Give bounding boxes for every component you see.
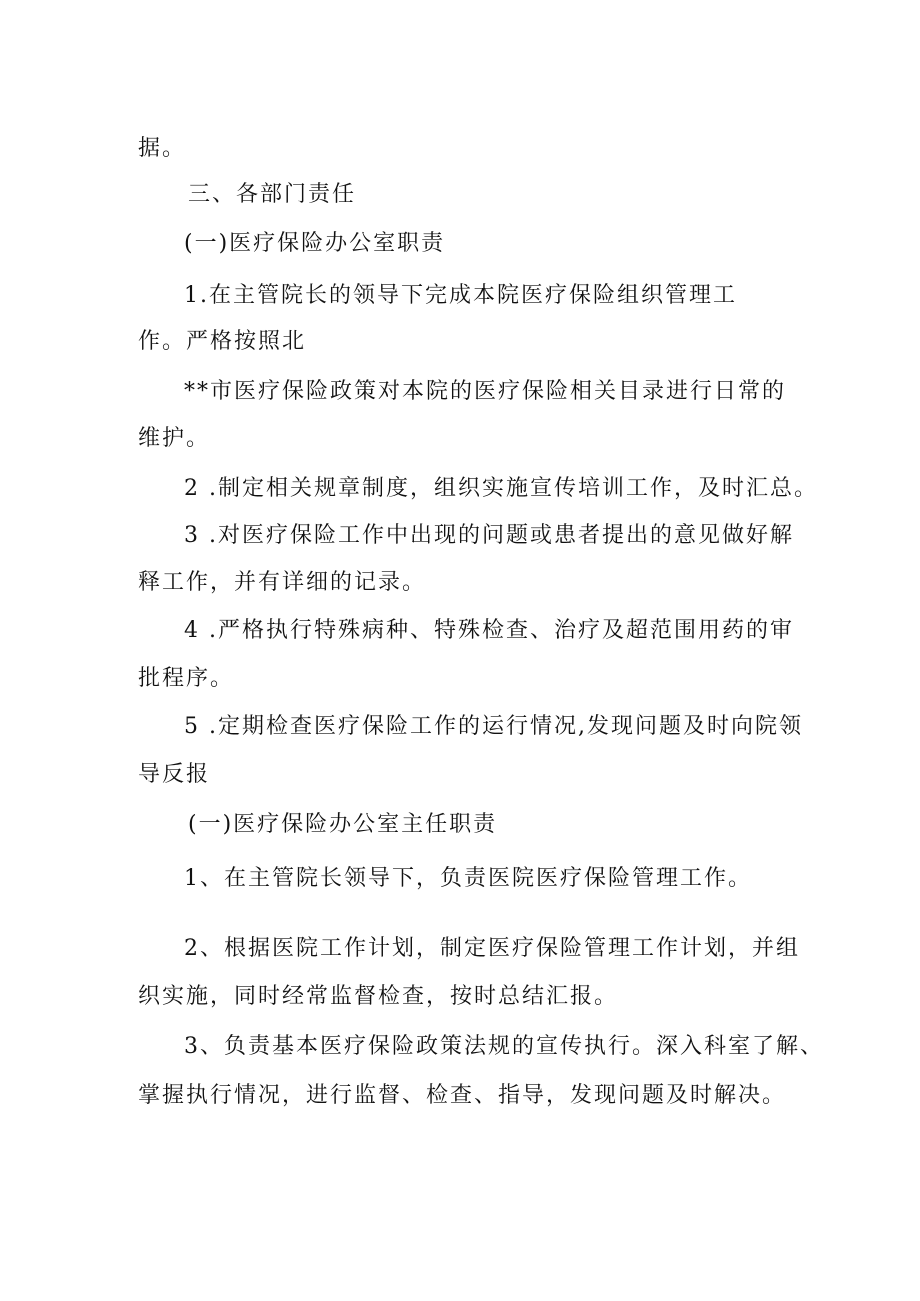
text-line-5: 作。严格按照北 (138, 329, 307, 354)
text-line-9: 3 .对医疗保险工作中出现的问题或患者提出的意见做好解 (184, 523, 794, 548)
text-line-8: 2 .制定相关规章制度，组织实施宣传培训工作，及时汇总。 (184, 476, 818, 501)
text-line-1: 据。 (138, 136, 187, 161)
section-heading-departments: 三、各部门责任 (188, 182, 357, 207)
subsection-heading-director-duties: (一)医疗保险办公室主任职责 (188, 812, 498, 837)
text-line-6: **市医疗保险政策对本院的医疗保险相关目录进行日常的 (184, 379, 787, 404)
text-line-7: 维护。 (138, 426, 211, 451)
text-line-10: 释工作，并有详细的记录。 (138, 570, 427, 595)
text-line-14: 导反报 (138, 762, 211, 787)
text-line-4: 1.在主管院长的领导下完成本院医疗保险组织管理工 (184, 283, 737, 308)
text-line-20: 掌握执行情况，进行监督、检查、指导，发现问题及时解决。 (138, 1083, 787, 1108)
text-line-19: 3、负责基本医疗保险政策法规的宣传执行。深入科室了解、 (184, 1034, 824, 1059)
text-line-18: 织实施，同时经常监督检查，按时总结汇报。 (138, 984, 619, 1009)
text-line-13: 5 .定期检查医疗保险工作的运行情况,发现问题及时向院领 (184, 714, 803, 739)
text-line-16: 1、在主管院长领导下，负责医院医疗保险管理工作。 (184, 866, 752, 891)
subsection-heading-office-duties: (一)医疗保险办公室职责 (184, 231, 446, 256)
text-line-12: 批程序。 (138, 666, 235, 691)
text-line-11: 4 .严格执行特殊病种、特殊检查、治疗及超范围用药的审 (184, 618, 794, 643)
text-line-17: 2、根据医院工作计划，制定医疗保险管理工作计划，并组 (184, 936, 800, 961)
